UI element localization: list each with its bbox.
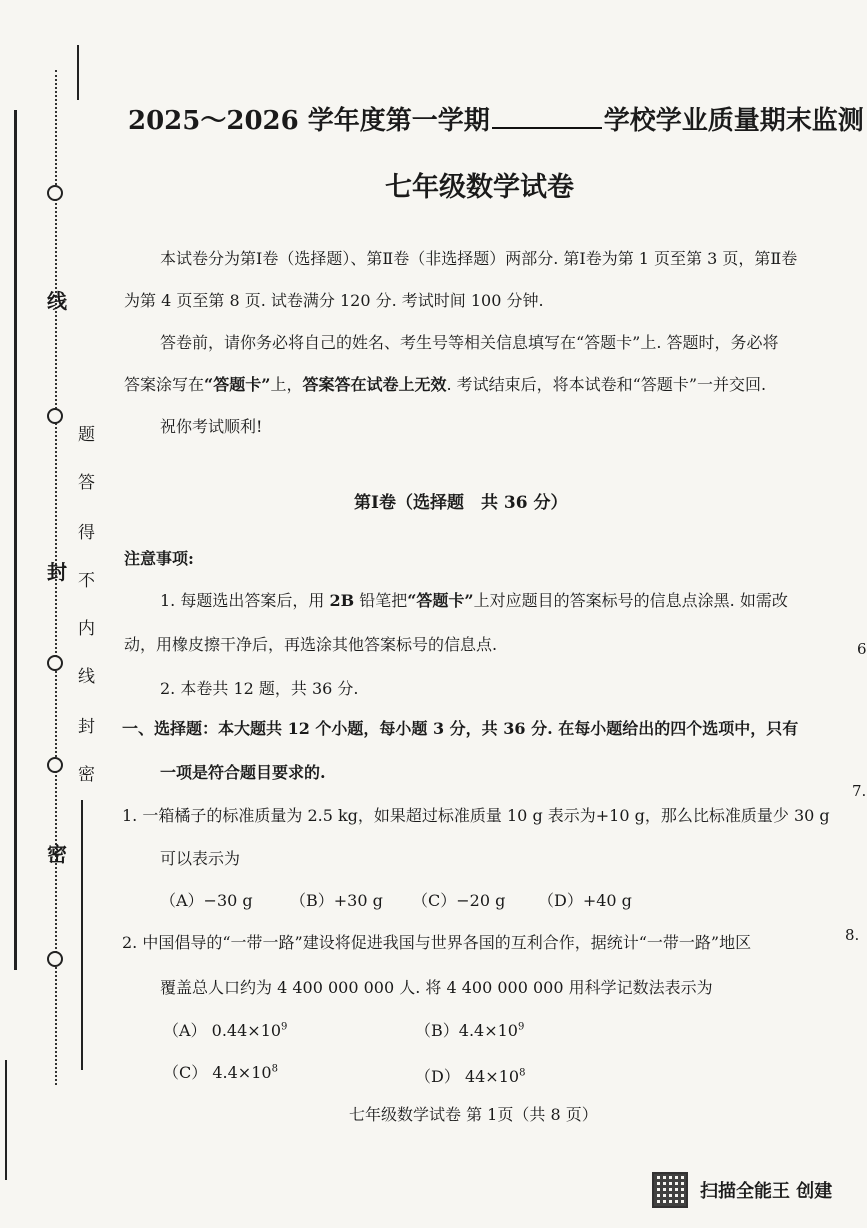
margin-number: 6: [857, 640, 867, 658]
exam-subtitle: 七年级数学试卷: [385, 172, 574, 203]
binding-circle: [47, 185, 63, 201]
title-suffix: 学校学业质量期末监测: [603, 106, 864, 136]
binding-circle: [47, 408, 63, 424]
notice-text: 上对应题目的答案标号的信息点涂黑. 如需改: [473, 591, 788, 610]
option-exponent: 8: [271, 1063, 278, 1075]
binding-circle: [47, 655, 63, 671]
notice-char: 线: [78, 667, 95, 687]
left-edge-mark: [14, 110, 17, 970]
page-footer: 七年级数学试卷 第 1页（共 8 页）: [349, 1105, 598, 1124]
school-name-blank: [492, 105, 602, 129]
scanner-label: 扫描全能王 创建: [700, 1181, 833, 1202]
option-a: [163, 1018, 287, 1041]
left-edge-mark-lower: [5, 1060, 7, 1180]
notice-char: 题: [78, 425, 95, 445]
option-b: [415, 1018, 524, 1041]
top-tick: [77, 45, 79, 100]
notice-text: 铅笔把: [359, 591, 408, 610]
option-label: （C）: [163, 1063, 208, 1082]
option-exponent: 9: [281, 1021, 288, 1033]
good-luck-text: 祝你考试顺利!: [160, 417, 263, 436]
margin-number: 8.: [845, 926, 860, 944]
invalid-warning: 答案答在试卷上无效: [302, 375, 447, 394]
notice-char: 不: [78, 571, 95, 591]
question-2-stem: 覆盖总人口约为 4 400 000 000 人. 将 4 400 000 000 用科学记数法表示为: [160, 978, 713, 997]
notice-text: 1. 每题选出答案后，用: [160, 591, 325, 610]
notice-char: 密: [78, 765, 95, 785]
notice-char: 得: [78, 523, 95, 543]
intro-line: 为第 4 页至第 8 页. 试卷满分 120 分. 考试时间 100 分钟.: [124, 291, 544, 310]
intro-line: 答卷前，请你务必将自己的姓名、考生号等相关信息填写在“答题卡”上. 答题时，务必将: [160, 333, 779, 352]
option-value: 4.4×10: [212, 1063, 272, 1082]
pencil-term: 2B: [329, 591, 355, 610]
scanner-watermark: [652, 1172, 832, 1208]
binding-char-line: 线: [47, 289, 67, 313]
binding-circle: [47, 951, 63, 967]
binding-char-seal: 封: [47, 560, 67, 584]
intro-line: [124, 372, 766, 395]
option-c: [163, 1060, 278, 1083]
notice-line: 动，用橡皮擦干净后，再选涂其他答案标号的信息点.: [124, 635, 498, 654]
option-value: 0.44×10: [211, 1021, 282, 1040]
answer-card-term: “答题卡”: [407, 591, 474, 610]
section-heading: 第Ⅰ卷（选择题 共 36 分）: [354, 493, 568, 513]
binding-char-secret: 密: [47, 842, 67, 866]
option-exponent: 9: [517, 1021, 525, 1033]
question-1-stem: 1. 一箱橘子的标准质量为 2.5 kg，如果超过标准质量 10 g 表示为+10 g，那么比标准质量少 30 g: [122, 806, 830, 825]
title-prefix: 2025～2026 学年度第一学期: [128, 106, 490, 136]
notice-bar: [81, 800, 83, 1070]
margin-number: 7.: [852, 782, 867, 800]
option-value: 44×10: [464, 1067, 520, 1086]
notice-title: 注意事项:: [124, 549, 194, 568]
option-label: （B）: [415, 1021, 459, 1040]
option-d: [415, 1064, 525, 1087]
option-label: （A）: [163, 1021, 207, 1040]
option-exponent: 8: [519, 1067, 526, 1079]
notice-char: 内: [78, 619, 95, 639]
intro-line: 本试卷分为第Ⅰ卷（选择题）、第Ⅱ卷（非选择题）两部分. 第Ⅰ卷为第 1 页至第 3 页，第Ⅱ卷: [160, 249, 798, 268]
notice-line: 2. 本卷共 12 题，共 36 分.: [160, 679, 359, 698]
part-heading: 一、选择题：本大题共 12 个小题，每小题 3 分，共 36 分. 在每小题给出的四个选项中，只有: [122, 719, 799, 738]
option-a: （A）−30 g: [160, 891, 253, 910]
question-2-stem: 2. 中国倡导的“一带一路”建设将促进我国与世界各国的互利合作，据统计“一带一路”地区: [122, 933, 752, 952]
notice-char: 答: [78, 473, 95, 493]
intro-text: 答案涂写在: [124, 375, 205, 394]
answer-card-term: “答题卡”: [204, 375, 271, 394]
intro-text: . 考试结束后，将本试卷和“答题卡”一并交回.: [446, 375, 767, 394]
option-label: （D）: [415, 1067, 460, 1086]
option-d: （D）+40 g: [538, 891, 632, 910]
part-heading: 一项是符合题目要求的.: [160, 763, 326, 782]
qr-code-icon: [652, 1172, 688, 1208]
option-c: （C）−20 g: [412, 891, 506, 910]
page-title: [128, 100, 864, 137]
question-1-stem: 可以表示为: [160, 849, 241, 868]
binding-circle: [47, 757, 63, 773]
option-value: 4.4×10: [458, 1021, 518, 1040]
intro-text: 上，: [270, 375, 303, 394]
option-b: （B）+30 g: [290, 891, 383, 910]
notice-char: 封: [78, 717, 95, 737]
notice-line: [160, 588, 788, 611]
